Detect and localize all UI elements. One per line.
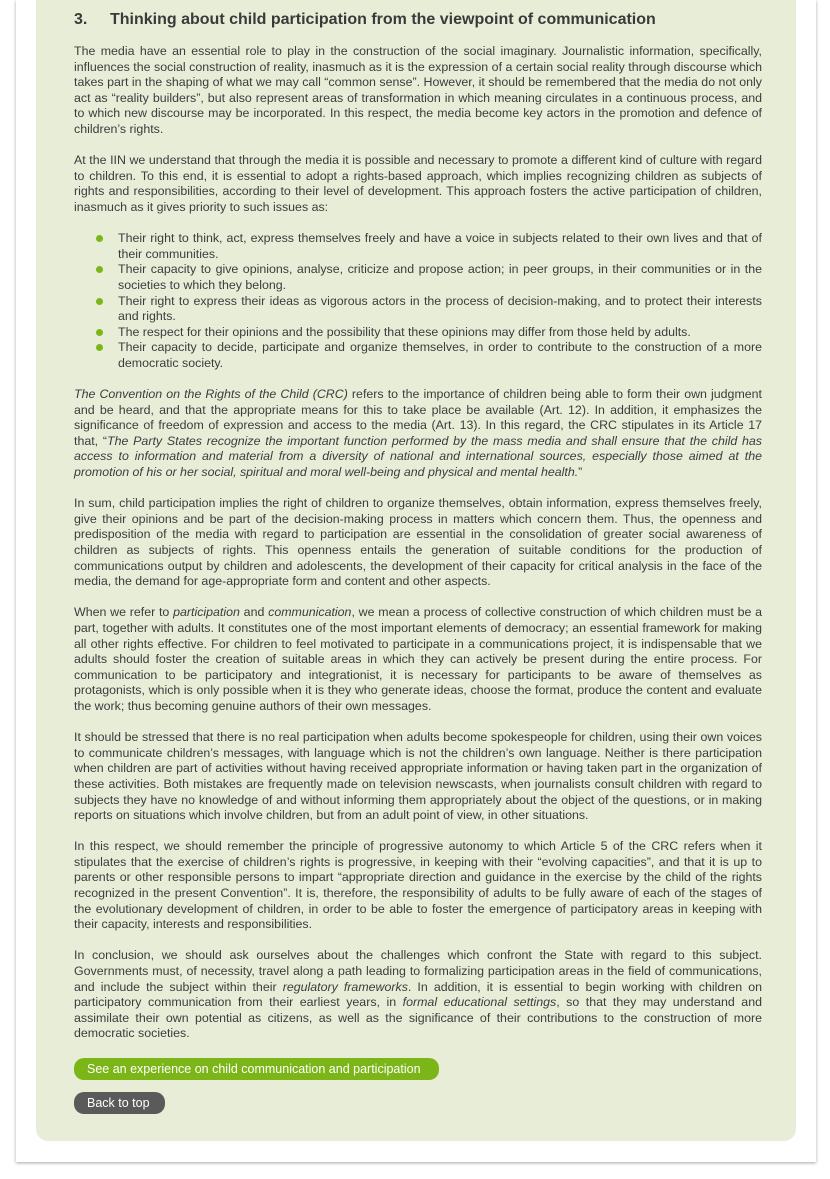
- paragraph-4: In sum, child participation implies the right of children to organize themselves, obtain information, express themselves freely, give their opinions and be part of the decision-making process in matters which concern them. Thus, the openness and predisposition of the media with regard to participation are essential in the consolidation of greater social awareness of children as subjects of rights. This openness entails the generation of suitable conditions for the production of communications output by children and adolescents, the development of their capacity for critical analysis in the face of the media, the demand for age-appropriate form and content and other aspects.: [74, 496, 762, 589]
- paragraph-3: The Convention on the Rights of the Child (CRC) refers to the importance of children being able to form their own judgment and be heard, and that the appropriate means for this to take place be available (Art. 12). In addition, it emphasizes the significance of freedom of expression and access to the media (Art. 13). In this regard, the CRC stipulates in its Article 17 that, “The Party States recognize the important function performed by the mass media and shall ensure that the child has access to information and material from a diversity of national and international sources, especially those aimed at the promotion of his or her social, spiritual and moral well-being and physical and mental health.”: [74, 387, 763, 480]
- experience-button-row: [74, 1058, 762, 1080]
- bullet-dot-icon: [96, 298, 103, 305]
- paragraph-5: When we refer to participation and communication, we mean a process of collective construction of which children must be a part, together with adults. It constitutes one of the most important elements of democracy; an essential framework for making all other rights effective. For children to feel motivated to participate in a communications project, it is indispensable that we adults should foster the creation of suitable areas in which they can actively be present during the entire process. For communication to be participatory and integrationist, it is necessary for participants to be aware of themselves as protagonists, which is only possible when it is they who generate ideas, choose the format, produce the content and evaluate the work; thus becoming genuine authors of their own messages.: [74, 605, 763, 713]
- back-to-top-button[interactable]: Back to top: [74, 1092, 165, 1114]
- experience-link-button[interactable]: See an experience on child communication and participation: [74, 1058, 439, 1080]
- article-content: [74, 10, 762, 1114]
- paragraph-7: In this respect, we should remember the principle of progressive autonomy to which Article 5 of the CRC refers when it stipulates that the exercise of children’s rights is progressive, in keeping with their “evolving capacities”, and that it is up to parents or other responsible persons to impart “appropriate direction and guidance in the exercise by the child of the rights recognized in the present Convention”. It is, therefore, the responsibility of adults to be fully aware of each of the stages of the evolutionary development of children, in order to be able to foster the emergence of participatory areas in keeping with their capacity, interests and responsibilities.: [74, 839, 762, 932]
- list-item: Their capacity to give opinions, analyse, criticize and propose action; in peer groups, in their communities or in the societies to which they belong.: [118, 262, 762, 293]
- paragraph-1: The media have an essential role to play in the construction of the social imaginary. Journalistic information, specifically, influences the social construction of reality, inasmuch as it is the expression of a certain social reality through discourse which takes part in the shaping of what we may call “common sense”. However, it should be remembered that the media do not only act as “reality builders”, but also represent areas of transformation in which meaning circulates in a continuous process, and to which new discourse may be incorporated. In this respect, the media become key actors in the promotion and defence of children’s rights.: [74, 44, 762, 136]
- paragraph-2: At the IIN we understand that through the media it is possible and necessary to promote a different kind of culture with regard to children. To this end, it is essential to adopt a rights-based approach, which implies recognizing children as subjects of rights and responsibilities, according to their level of development. This approach fosters the active participation of children, inasmuch as it gives priority to such issues as:: [74, 153, 762, 214]
- section-number: 3.: [74, 11, 88, 28]
- paragraph-8: In conclusion, we should ask ourselves about the challenges which confront the State with regard to this subject. Governments must, of necessity, travel along a path leading to formalizing participation areas in the field of communications, and include the subject within their regulatory frameworks. In addition, it is essential to begin working with children on participatory communication from their earliest years, in formal educational settings, so that they may understand and assimilate their own potential as citizens, as well as the significance of their contributions to the construction of more democratic societies.: [74, 948, 762, 1041]
- content-panel: [36, 0, 796, 1141]
- page-frame: [16, 0, 816, 1162]
- section-heading: [74, 10, 762, 30]
- bullet-dot-icon: [96, 344, 103, 351]
- back-to-top-row: [74, 1080, 762, 1114]
- paragraph-6: It should be stressed that there is no real participation when adults become spokespeople for children, using their own voices to communicate children’s messages, with language which is not the children’s own language. Neither is there participation when children are part of activities without having received appropriate information or having taken part in the organization of these activities. Both mistakes are frequently made on television newscasts, when journalists consult children with regard to subjects they have no knowledge of and without informing them appropriately about the object of the questions, or in making reports on situations which involve children, but from an adult point of view, in other situations.: [74, 730, 762, 823]
- bullet-dot-icon: [96, 266, 103, 273]
- list-item: Their right to think, act, express themselves freely and have a voice in subjects related to their own lives and that of their communities.: [118, 231, 762, 262]
- list-item: Their right to express their ideas as vigorous actors in the process of decision-making, and to protect their interests and rights.: [118, 294, 762, 325]
- list-item: The respect for their opinions and the possibility that these opinions may differ from those held by adults.: [118, 325, 762, 341]
- bullet-dot-icon: [96, 329, 103, 336]
- section-title: Thinking about child participation from the viewpoint of communication: [110, 11, 656, 28]
- bullet-dot-icon: [96, 235, 103, 242]
- priority-issues-list: [74, 231, 762, 371]
- list-item: Their capacity to decide, participate and organize themselves, in order to contribute to the construction of a more democratic society.: [118, 340, 762, 371]
